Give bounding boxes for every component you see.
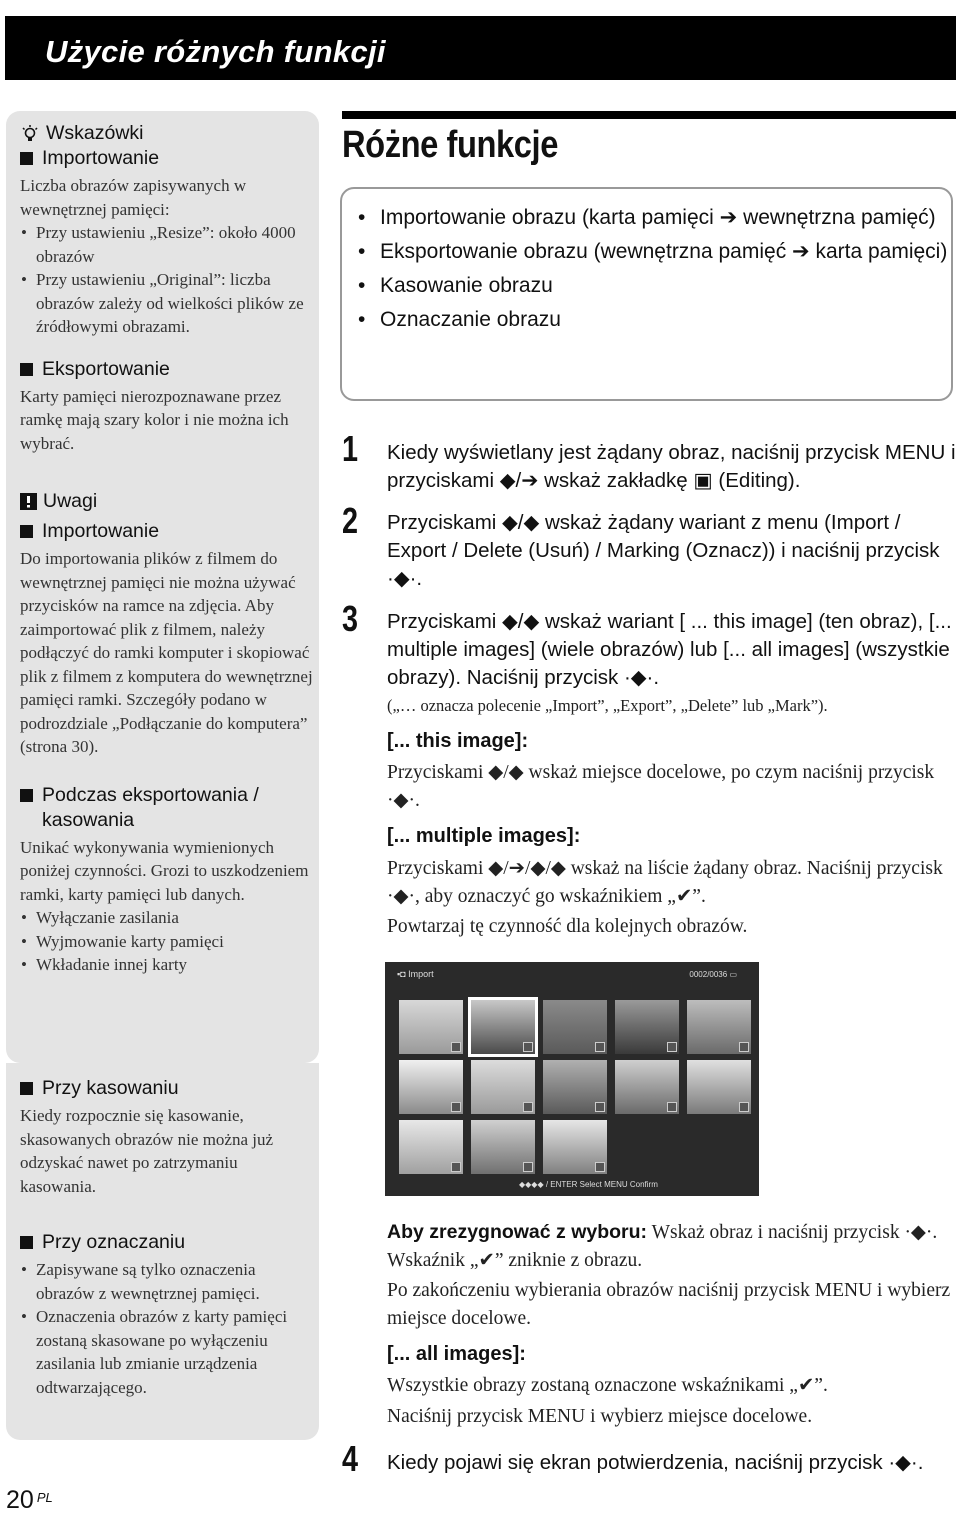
screen-thumbnail bbox=[543, 1000, 607, 1054]
step-number: 4 bbox=[342, 1438, 359, 1479]
step-number: 3 bbox=[342, 598, 359, 639]
checkbox-icon bbox=[595, 1102, 605, 1112]
step-text: Kiedy wyświetlany jest żądany obraz, naciśnij przycisk MENU i przyciskami ◆/➔ wskaż zakładkę ▣ (Editing). bbox=[387, 441, 956, 492]
page-title: Użycie różnych funkcji bbox=[45, 34, 386, 69]
checkbox-icon bbox=[451, 1162, 461, 1172]
tip-export-heading: Eksportowanie bbox=[20, 357, 313, 382]
checkbox-icon bbox=[667, 1102, 677, 1112]
note-import-heading: Importowanie bbox=[20, 519, 313, 544]
import-screen-illustration bbox=[385, 962, 759, 1196]
features-box bbox=[340, 187, 953, 401]
checkbox-icon bbox=[595, 1042, 605, 1052]
page-header bbox=[5, 16, 956, 80]
checkbox-icon bbox=[523, 1102, 533, 1112]
screen-thumbnail bbox=[543, 1120, 607, 1174]
step3-note: („… oznacza polecenie „Import”, „Export”, „Delete” lub „Mark”). bbox=[387, 696, 828, 715]
checkbox-icon bbox=[667, 1042, 677, 1052]
feature-item: • Kasowanie obrazu bbox=[342, 271, 951, 300]
screen-thumbnail bbox=[687, 1060, 751, 1114]
tip-import-heading: Importowanie bbox=[20, 146, 313, 171]
tip-import-list bbox=[20, 221, 313, 339]
list-item: • Przy ustawieniu „Resize”: około 4000 obrazów bbox=[20, 221, 313, 268]
note-export-delete-list bbox=[20, 906, 313, 977]
warning-icon bbox=[20, 493, 37, 510]
tip-export-text: Karty pamięci nierozpoznawane przez ramkę mają szary kolor i nie można ich wybrać. bbox=[20, 386, 289, 453]
screen-label: ▪◘ Import bbox=[397, 969, 434, 979]
section-rule bbox=[342, 111, 956, 119]
screen-thumbnail bbox=[471, 1060, 535, 1114]
this-image-heading: [... this image]: bbox=[387, 730, 529, 752]
step-number: 1 bbox=[342, 428, 359, 469]
screen-thumbnail bbox=[615, 1000, 679, 1054]
step-number: 2 bbox=[342, 500, 359, 541]
screen-thumbnail bbox=[471, 1000, 535, 1054]
page-number: 20 $^{PL}$ bbox=[6, 1486, 53, 1514]
all-images-text: Wszystkie obrazy zostaną oznaczone wskaźnikami „✔”. bbox=[387, 1375, 828, 1396]
list-item: • Wyjmowanie karty pamięci bbox=[20, 930, 313, 954]
checkbox-icon bbox=[739, 1042, 749, 1052]
screen-thumbnail bbox=[471, 1120, 535, 1174]
screen-thumbnail bbox=[543, 1060, 607, 1114]
step-text: Przyciskami ◆/◆ wskaż żądany wariant z menu (Import / Export / Delete (Usuń) / Marking (Oznacz)) i naciśnij przycisk ·◆·. bbox=[387, 511, 940, 590]
checkbox-icon bbox=[451, 1042, 461, 1052]
all-images-heading: [... all images]: bbox=[387, 1343, 526, 1365]
list-item: • Wyłączanie zasilania bbox=[20, 906, 313, 930]
sidebar-tips-notes bbox=[6, 111, 319, 1063]
screen-counter: 0002/0036 ▭ bbox=[689, 970, 737, 979]
tips-heading: Wskazówki bbox=[20, 121, 313, 146]
note-export-delete-text: Unikać wykonywania wymienionych poniżej czynności. Grozi to uszkodzeniem ramki, karty pamięci lub danych. bbox=[20, 837, 309, 904]
feature-item: • Oznaczanie obrazu bbox=[342, 305, 951, 334]
tip-import-text: Liczba obrazów zapisywanych w wewnętrznej pamięci: bbox=[20, 176, 247, 219]
section-title: Różne funkcje bbox=[342, 124, 558, 166]
checkbox-icon bbox=[739, 1102, 749, 1112]
step-text: Kiedy pojawi się ekran potwierdzenia, naciśnij przycisk ·◆·. bbox=[387, 1451, 924, 1474]
note-delete-text: Kiedy rozpocznie się kasowanie, skasowanych obrazów nie można już odzyskać nawet po zatrzymaniu kasowania. bbox=[20, 1106, 274, 1196]
multiple-images-text: Przyciskami ◆/➔/◆/◆ wskaż na liście żądany obraz. Naciśnij przycisk ·◆·, aby oznaczyć go wskaźnikiem „✔”. bbox=[387, 858, 943, 907]
list-item: • Oznaczenia obrazów z karty pamięci zostaną skasowane po wyłączeniu zasilania lub zmianie urządzenia odtwarzającego. bbox=[20, 1305, 313, 1399]
screen-footer: ◆◆◆◆ / ENTER Select MENU Confirm bbox=[519, 1180, 658, 1189]
feature-item: • Eksportowanie obrazu (wewnętrzna pamięć ➔ karta pamięci) bbox=[342, 237, 951, 266]
note-export-delete-heading: Podczas eksportowania / kasowania bbox=[20, 783, 313, 833]
cancel-selection: Aby zrezygnować z wyboru: Wskaż obraz i naciśnij przycisk ·◆·. Wskaźnik „✔” zniknie z obrazu. bbox=[387, 1221, 938, 1271]
checkbox-icon bbox=[595, 1162, 605, 1172]
note-import-text: Do importowania plików z filmem do wewnętrznej pamięci nie można używać przycisków na ramce na zdjęcia. Aby zaimportować plik z filmem, należy podłączyć do ramki komputer i skopiować plik z filmem z komputera do wewnętrznej pamięci ramki. Szczegóły podano w podrozdziale „Podłączanie do komputera” (strona 30). bbox=[20, 549, 313, 756]
list-item: • Zapisywane są tylko oznaczenia obrazów z wewnętrznej pamięci. bbox=[20, 1258, 313, 1305]
screen-thumbnail bbox=[399, 1000, 463, 1054]
checkbox-icon bbox=[451, 1102, 461, 1112]
checkbox-icon bbox=[523, 1042, 533, 1052]
screen-thumbnail bbox=[687, 1000, 751, 1054]
list-item: • Przy ustawieniu „Original”: liczba obrazów zależy od wielkości plików ze źródłowymi obrazami. bbox=[20, 268, 313, 339]
all-images-followup: Naciśnij przycisk MENU i wybierz miejsce docelowe. bbox=[387, 1406, 813, 1427]
checkbox-icon bbox=[523, 1162, 533, 1172]
note-mark-list bbox=[20, 1258, 313, 1399]
list-item: • Wkładanie innej karty bbox=[20, 953, 313, 977]
this-image-text: Przyciskami ◆/◆ wskaż miejsce docelowe, po czym naciśnij przycisk ·◆·. bbox=[387, 762, 935, 811]
feature-item: • Importowanie obrazu (karta pamięci ➔ wewnętrzna pamięć) bbox=[342, 203, 951, 232]
note-mark-heading: Przy oznaczaniu bbox=[20, 1230, 313, 1255]
multiple-images-heading: [... multiple images]: bbox=[387, 825, 581, 847]
multiple-images-repeat: Powtarzaj tę czynność dla kolejnych obrazów. bbox=[387, 916, 748, 937]
notes-heading: Uwagi bbox=[20, 489, 313, 514]
screen-thumbnail bbox=[615, 1060, 679, 1114]
note-delete-heading: Przy kasowaniu bbox=[20, 1076, 313, 1101]
screen-thumbnail bbox=[399, 1120, 463, 1174]
cancel-followup: Po zakończeniu wybierania obrazów naciśnij przycisk MENU i wybierz miejsce docelowe. bbox=[387, 1280, 951, 1329]
sidebar-notes-continued bbox=[6, 1063, 319, 1440]
lightbulb-icon bbox=[20, 124, 40, 144]
screen-thumbnail bbox=[399, 1060, 463, 1114]
step-text: Przyciskami ◆/◆ wskaż wariant [ ... this image] (ten obraz), [... multiple images] (wiele obrazów) lub [... all images] (wszystkie obrazy). Naciśnij przycisk ·◆·. bbox=[387, 610, 952, 689]
